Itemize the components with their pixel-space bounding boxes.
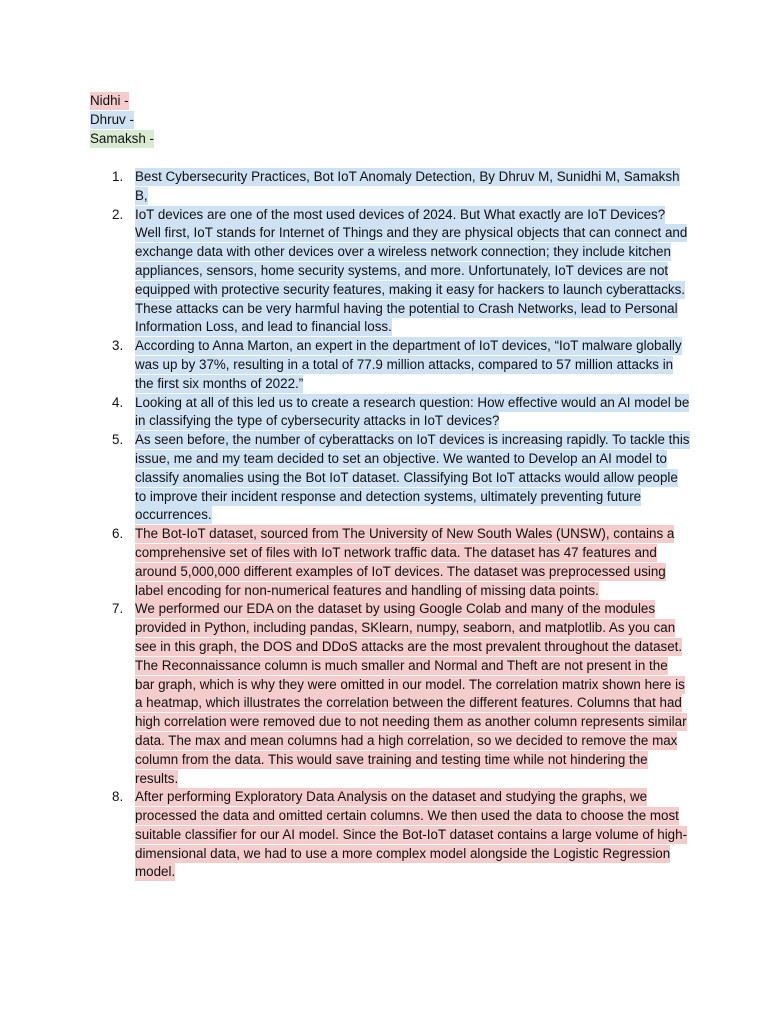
name-line [90, 110, 154, 129]
list-item [90, 206, 690, 338]
item-text: IoT devices are one of the most used devices of 2024. But What exactly are IoT Devices? Well first, IoT stands for Internet of Things and they are physical objects that can connect and exchange data with other devices over a wireless network connection; they include kitchen appliances, sensors, home security systems, and more. Unfortunately, IoT devices are not equipped with protective security features, making it easy for hackers to launch cyberattacks. These attacks can be very harmful having the potential to Crash Networks, lead to Personal Information Loss, and lead to financial loss. [135, 206, 688, 335]
name-line [90, 129, 154, 148]
item-number: 4. [112, 394, 124, 410]
list-item [90, 431, 690, 525]
list-item [90, 788, 690, 882]
item-text: After performing Exploratory Data Analysis on the dataset and studying the graphs, we processed the data and omitted certain columns. We then used the data to choose the most suitable classifier for our AI model. Since the Bot-IoT dataset contains a large volume of high-dimensional data, we had to use a more complex model alongside the Logistic Regression model. [135, 789, 688, 880]
list-item [90, 168, 690, 206]
item-text: Looking at all of this led us to create a research question: How effective would an AI model be in classifying the type of cybersecurity attacks in IoT devices? [135, 394, 690, 429]
item-number: 3. [112, 338, 124, 354]
name-dhruv: Dhruv - [90, 112, 134, 127]
item-text: Best Cybersecurity Practices, Bot IoT Anomaly Detection, By Dhruv M, Sunidhi M, Samaksh B, [135, 169, 680, 203]
name-nidhi: Nidhi - [90, 93, 129, 108]
item-number: 7. [112, 601, 124, 617]
item-text: The Bot-IoT dataset, sourced from The University of New South Wales (UNSW), contains a comprehensive set of files with IoT network traffic data. The dataset has 47 features and around 5,000,000 different examples of IoT devices. The dataset was preprocessed using label encoding for non-numerical features and handling of missing data points. [135, 526, 675, 598]
name-samaksh: Samaksh - [90, 131, 154, 146]
team-names [90, 91, 154, 148]
list-item [90, 394, 690, 432]
item-number: 2. [112, 206, 124, 222]
item-number: 5. [112, 432, 124, 448]
item-number: 8. [112, 789, 124, 805]
item-number: 6. [112, 526, 124, 542]
item-text: We performed our EDA on the dataset by using Google Colab and many of the modules provided in Python, including pandas, SKlearn, numpy, seaborn, and matplotlib. As you can see in this graph, the DOS and DDoS attacks are the most prevalent throughout the dataset. The Reconnaissance column is much smaller and Normal and Theft are not present in the bar graph, which is why they were omitted in our model. The correlation matrix shown here is a heatmap, which illustrates the correlation between the different features. Columns that had high correlation were removed due to not needing them as another column represents similar data. The max and mean columns had a high correlation, so we decided to remove the max column from the data. This would save training and testing time while not hindering the results. [135, 601, 687, 786]
list-item [90, 337, 690, 393]
item-text: According to Anna Marton, an expert in the department of IoT devices, “IoT malware globally was up by 37%, resulting in a total of 77.9 million attacks, compared to 57 million attacks in the first six months of 2022.” [135, 338, 682, 391]
list-item [90, 525, 690, 600]
item-text: As seen before, the number of cyberattacks on IoT devices is increasing rapidly. To tackle this issue, me and my team decided to set an objective. We wanted to Develop an AI model to classify anomalies using the Bot IoT dataset. Classifying Bot IoT attacks would allow people to improve their incident response and detection systems, ultimately preventing future occurrences. [135, 432, 690, 523]
name-line [90, 91, 154, 110]
item-number: 1. [112, 169, 124, 184]
script-list [90, 168, 690, 882]
list-item [90, 600, 690, 788]
